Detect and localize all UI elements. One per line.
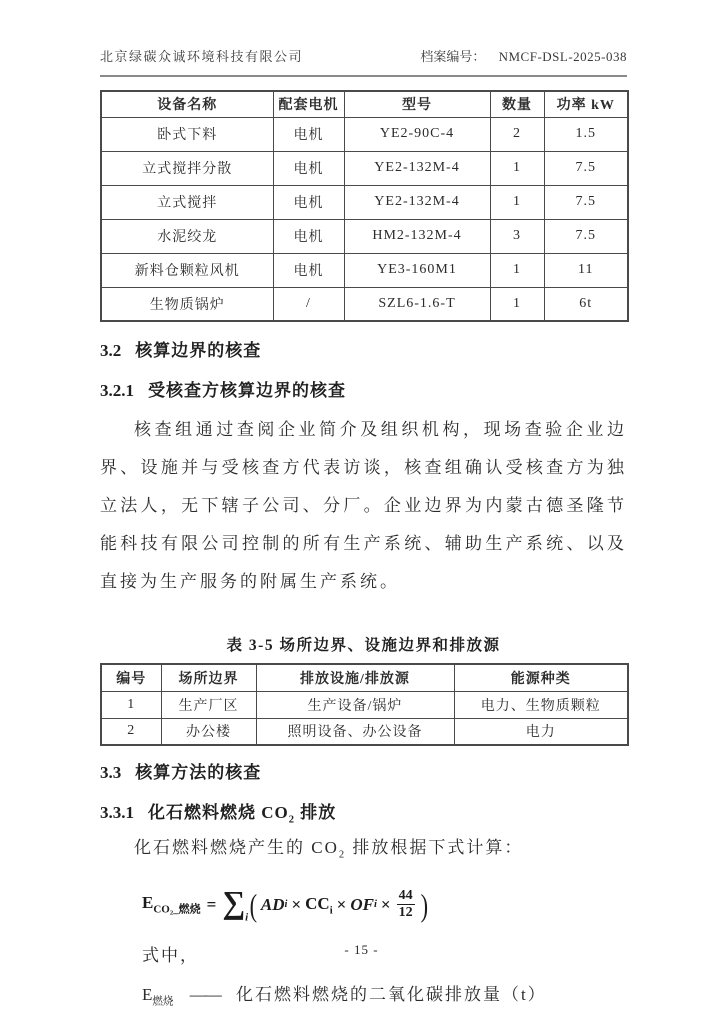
table-row — [101, 287, 628, 321]
cell: 1.5 — [544, 117, 628, 151]
cell: / — [273, 287, 344, 321]
cell: 电机 — [273, 185, 344, 219]
definition-dash: —— — [189, 984, 220, 1004]
table-row — [101, 691, 628, 718]
heading-text: 化石燃料燃烧 $CO_2$ 排放 — [148, 803, 337, 826]
table-3-5-caption: 表 3-5 场所边界、设施边界和排放源 — [226, 637, 501, 654]
open-paren: ( — [249, 886, 258, 923]
col-header: 型号 — [344, 91, 490, 117]
cell: 1 — [490, 185, 544, 219]
col-header: 设备名称 — [101, 91, 273, 117]
heading-number: 3.3.1 — [100, 803, 134, 822]
cell: 立式搅拌分散 — [101, 151, 273, 185]
doc-number-label: 档案编号： — [420, 49, 486, 64]
col-header: 排放设施/排放源 — [256, 664, 454, 691]
formula-lhs: $E_{CO_2\_燃烧}$ — [142, 893, 201, 916]
page-number: - 15 - — [344, 942, 379, 957]
cell: 1 — [101, 691, 161, 718]
cell: 11 — [544, 253, 628, 287]
col-header: 编号 — [101, 664, 161, 691]
heading-number: 3.3 — [100, 763, 122, 782]
term-definition-e-combustion — [142, 980, 627, 1008]
cell: 生产设备/锅炉 — [256, 691, 454, 718]
table-row — [101, 718, 628, 745]
cell: 办公楼 — [161, 718, 256, 745]
boundary-table — [100, 663, 629, 746]
term-definition-text: 化石燃料燃烧的二氧化碳排放量（t） — [235, 984, 547, 1004]
cell: 7.5 — [544, 219, 628, 253]
cell: 新料仓颗粒风机 — [101, 253, 273, 287]
paragraph-formula-intro: 化石燃料燃烧产生的 $CO_2$ 排放根据下式计算： — [134, 838, 524, 861]
cell: 水泥绞龙 — [101, 219, 273, 253]
heading-number: 3.2.1 — [100, 381, 134, 400]
cell: 电机 — [273, 117, 344, 151]
cell: 生物质锅炉 — [101, 287, 273, 321]
cell: 电机 — [273, 219, 344, 253]
term-symbol: $E_{燃烧}$ — [142, 984, 174, 1008]
table-row — [101, 151, 628, 185]
cell: YE2-132M-4 — [344, 185, 490, 219]
page-header — [100, 46, 627, 77]
cell: 2 — [101, 718, 161, 745]
cell: YE2-90C-4 — [344, 117, 490, 151]
cell: 3 — [490, 219, 544, 253]
doc-number — [420, 46, 627, 65]
table-row — [101, 253, 628, 287]
cell: YE3-160M1 — [344, 253, 490, 287]
paragraph-boundary-verification: 核查组通过查阅企业简介及组织机构，现场查验企业边界、设施并与受核查方代表访谈，核查组确认受核查方为独立法人，无下辖子公司、分厂。企业边界为内蒙古德圣隆节能科技有限公司控制的所有生产系统、辅助生产系统、以及直接为生产服务的附属生产系统。 — [100, 420, 627, 591]
col-header: 功率 kW — [544, 91, 628, 117]
co2-combustion-formula — [142, 879, 627, 931]
cell: 电机 — [273, 253, 344, 287]
cell: 电力、生物质颗粒 — [454, 691, 628, 718]
boundary-table-header-row — [101, 664, 628, 691]
heading-text: 受核查方核算边界的核查 — [148, 381, 346, 400]
table-row — [101, 117, 628, 151]
company-name: 北京绿碳众诚环境科技有限公司 — [100, 49, 304, 64]
equipment-table — [100, 90, 629, 322]
formula-terms: AD i × $CC_i$ × OF i × $\frac{44}{12}$ — [260, 888, 413, 921]
heading-text: 核算方法的核查 — [135, 763, 262, 782]
cell: YE2-132M-4 — [344, 151, 490, 185]
cell: 2 — [490, 117, 544, 151]
heading-text: 核算边界的核查 — [135, 341, 262, 360]
where-label: 式中， — [142, 945, 199, 965]
heading-number: 3.2 — [100, 341, 122, 360]
heading-3-3 — [100, 758, 627, 783]
col-header: 场所边界 — [161, 664, 256, 691]
cell: 1 — [490, 253, 544, 287]
cell: SZL6-1.6-T — [344, 287, 490, 321]
close-paren: ) — [420, 886, 428, 923]
equals-sign: = — [206, 894, 217, 914]
cell: 1 — [490, 287, 544, 321]
col-header: 能源种类 — [454, 664, 628, 691]
summation-symbol: $\sum_i$ — [222, 884, 249, 924]
equipment-table-header-row — [101, 91, 628, 117]
cell: 电机 — [273, 151, 344, 185]
col-header: 配套电机 — [273, 91, 344, 117]
cell: 电力 — [454, 718, 628, 745]
cell: 卧式下料 — [101, 117, 273, 151]
cell: 照明设备、办公设备 — [256, 718, 454, 745]
cell: 1 — [490, 151, 544, 185]
cell: HM2-132M-4 — [344, 219, 490, 253]
table-row — [101, 185, 628, 219]
fraction-44-12: $\frac{44}{12}$ — [398, 888, 413, 921]
heading-3-3-1 — [100, 798, 627, 825]
col-header: 数量 — [490, 91, 544, 117]
cell: 6t — [544, 287, 628, 321]
doc-number-value: NMCF-DSL-2025-038 — [498, 49, 627, 64]
cell: 生产厂区 — [161, 691, 256, 718]
cell: 立式搅拌 — [101, 185, 273, 219]
cell: 7.5 — [544, 185, 628, 219]
heading-3-2 — [100, 336, 627, 361]
heading-3-2-1 — [100, 376, 627, 401]
table-row — [101, 219, 628, 253]
cell: 7.5 — [544, 151, 628, 185]
